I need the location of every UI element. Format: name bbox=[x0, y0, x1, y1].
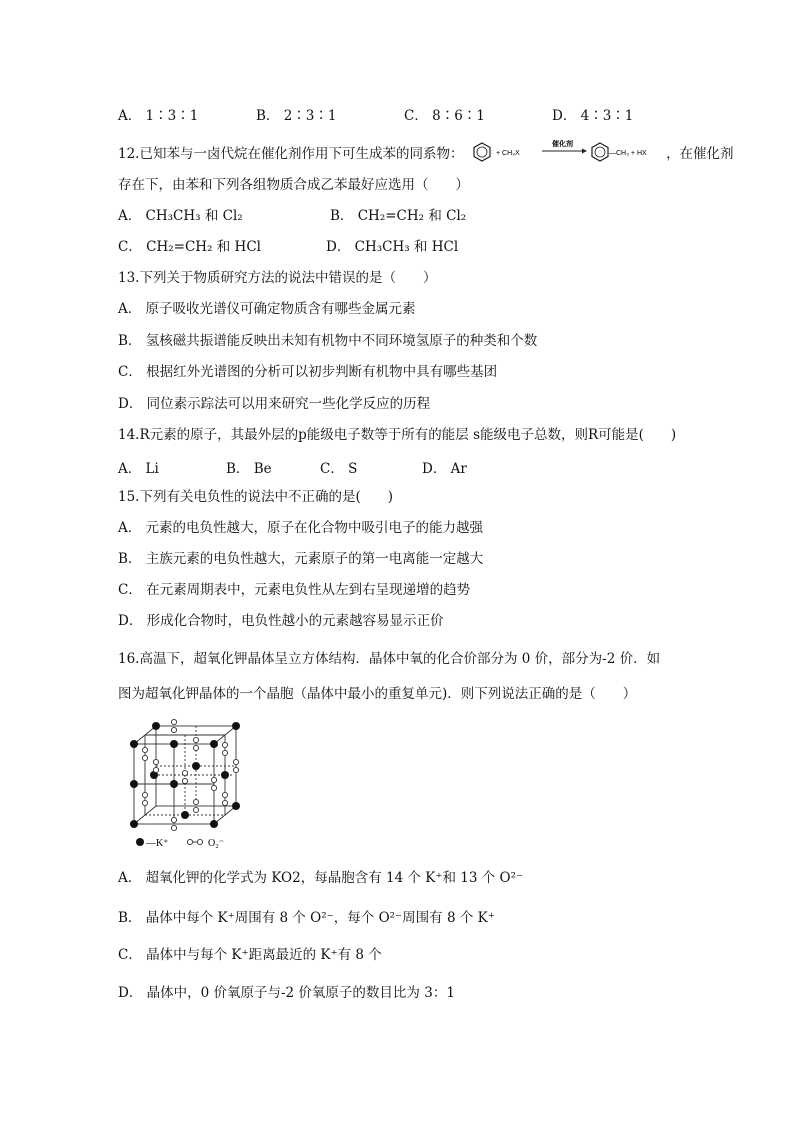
q16-stem-line2: 图为超氧化钾晶体的一个晶胞（晶体中最小的重复单元)．则下列说法正确的是（ ） bbox=[118, 686, 637, 702]
q11-option-a: A． 1∶3∶1 bbox=[118, 108, 199, 124]
benzene-reaction-diagram bbox=[470, 140, 660, 169]
q11-option-c: C． 8∶6∶1 bbox=[404, 108, 485, 124]
q12-option-b: B． CH₂=CH₂ 和 Cl₂ bbox=[330, 208, 467, 224]
legend-k-label: —K⁺ bbox=[146, 838, 169, 849]
q12-option-d: D． CH₃CH₃ 和 HCl bbox=[326, 239, 459, 255]
q15-option-b: B． 主族元素的电负性越大，元素原子的第一电离能一定越大 bbox=[118, 551, 484, 567]
q13-stem: 13.下列关于物质研究方法的说法中错误的是（ ） bbox=[118, 270, 437, 286]
rxn-reagent: + CH₃X bbox=[495, 150, 520, 157]
q14-stem: 14.R元素的原子，其最外层的p能级电子数等于所有的能层 s能级电子总数，则R可能是( ) bbox=[118, 427, 677, 443]
q13-option-d: D． 同位素示踪法可以用来研究一些化学反应的历程 bbox=[118, 396, 431, 412]
q15-option-a: A． 元素的电负性越大，原子在化合物中吸引电子的能力越强 bbox=[118, 520, 484, 536]
q16-option-d: D． 晶体中，0 价氧原子与-2 价氧原子的数目比为 3：1 bbox=[118, 985, 455, 1001]
q12-stem-line1 bbox=[118, 140, 734, 169]
q13-option-b: B． 氢核磁共振谱能反映出未知有机物中不同环境氢原子的种类和个数 bbox=[118, 333, 538, 349]
q14-option-b: B． Be bbox=[226, 461, 272, 477]
q12-stem-line2: 存在下，由苯和下列各组物质合成乙苯最好应选用（ ） bbox=[118, 177, 469, 193]
q11-option-d: D． 4∶3∶1 bbox=[552, 108, 634, 124]
q13-option-c: C． 根据红外光谱图的分析可以初步判断有机物中具有哪些基团 bbox=[118, 364, 498, 380]
rxn-catalyst: 催化剂 bbox=[551, 141, 573, 148]
q13-option-a: A． 原子吸收光谱仪可确定物质含有哪些金属元素 bbox=[118, 301, 416, 317]
q12-stem-a: 12.已知苯与一卤代烷在催化剂作用下可生成苯的同系物： bbox=[118, 146, 464, 162]
q14-option-a: A． Li bbox=[118, 461, 159, 477]
q15-option-c: C． 在元素周期表中，元素电负性从左到右呈现递增的趋势 bbox=[118, 582, 471, 598]
q12-option-a: A． CH₃CH₃ 和 Cl₂ bbox=[118, 208, 243, 224]
q15-option-d: D． 形成化合物时，电负性越小的元素越容易显示正价 bbox=[118, 613, 444, 629]
unit-cell-diagram bbox=[128, 718, 248, 853]
q15-stem: 15.下列有关电负性的说法中不正确的是( ) bbox=[118, 489, 394, 505]
q14-option-d: D． Ar bbox=[422, 461, 467, 477]
rxn-product: —CH₃ + HX bbox=[608, 150, 647, 157]
q12-option-c: C． CH₂=CH₂ 和 HCl bbox=[118, 239, 261, 255]
legend-o2-label: O₂⁻ bbox=[208, 838, 224, 849]
q16-option-c: C． 晶体中与每个 K⁺距离最近的 K⁺有 8 个 bbox=[118, 947, 382, 963]
benzene-alkylation-scheme bbox=[470, 140, 660, 164]
ko2-unit-cell-figure bbox=[128, 718, 248, 857]
q11-option-b: B． 2∶3∶1 bbox=[256, 108, 337, 124]
q16-option-a: A． 超氧化钾的化学式为 KO2，每晶胞含有 14 个 K⁺和 13 个 O²⁻ bbox=[118, 870, 524, 886]
q12-stem-b: ，在催化剂 bbox=[666, 146, 734, 162]
q16-stem-line1: 16.高温下，超氧化钾晶体呈立方体结构．晶体中氧的化合价部分为 0 价，部分为-2 价．如 bbox=[118, 651, 661, 667]
q16-option-b: B． 晶体中每个 K⁺周围有 8 个 O²⁻，每个 O²⁻周围有 8 个 K⁺ bbox=[118, 910, 495, 926]
q14-option-c: C． S bbox=[320, 461, 358, 477]
